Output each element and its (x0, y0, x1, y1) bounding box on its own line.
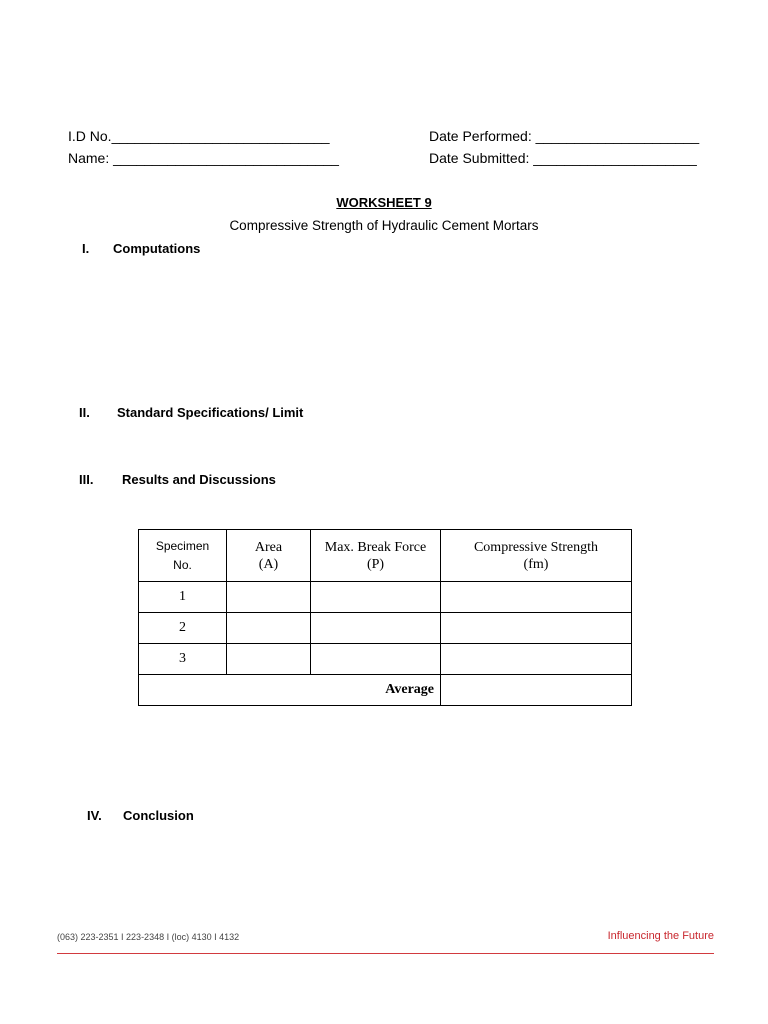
section-title: Standard Specifications/ Limit (117, 405, 304, 420)
section-results-discussions (79, 472, 276, 487)
section-title: Computations (113, 241, 201, 256)
footer-tagline: Influencing the Future (607, 930, 714, 942)
header-text: (P) (366, 556, 385, 572)
section-conclusion (87, 808, 194, 823)
header-text: Max. Break Force (324, 539, 427, 555)
header-text: (A) (258, 556, 279, 572)
section-numeral: I. (82, 241, 90, 256)
header-text: Specimen (155, 538, 210, 553)
table-header-row (139, 530, 632, 582)
header-text: Area (254, 539, 283, 555)
header-specimen-no (139, 530, 227, 582)
header-text: (fm) (523, 556, 549, 572)
header-text: Compressive Strength (473, 539, 599, 555)
section-standard-specifications (79, 405, 303, 420)
area-cell[interactable] (227, 582, 311, 613)
footer-phone-numbers: (063) 223-2351 I 223-2348 I (loc) 4130 I 4132 (57, 932, 240, 942)
specimen-number-cell: 2 (139, 613, 227, 644)
section-title: Conclusion (123, 808, 194, 823)
section-title: Results and Discussions (122, 472, 276, 487)
strength-cell[interactable] (441, 613, 632, 644)
table-average-row (139, 675, 632, 706)
break-force-cell[interactable] (311, 582, 441, 613)
header-compressive-strength (441, 530, 632, 582)
section-numeral: IV. (87, 808, 102, 823)
average-label: Average (139, 675, 441, 706)
break-force-cell[interactable] (311, 613, 441, 644)
results-table (138, 529, 632, 706)
header-text: No. (173, 557, 192, 572)
strength-cell[interactable] (441, 582, 632, 613)
section-numeral: III. (79, 472, 94, 487)
area-cell[interactable] (227, 613, 311, 644)
average-strength-cell[interactable] (441, 675, 632, 706)
table-row (139, 644, 632, 675)
worksheet-subtitle: Compressive Strength of Hydraulic Cement Mortars (229, 218, 539, 233)
date-submitted-field: Date Submitted: _____________________ (429, 150, 697, 166)
section-computations (82, 241, 200, 256)
table-row (139, 582, 632, 613)
break-force-cell[interactable] (311, 644, 441, 675)
worksheet-title: WORKSHEET 9 (336, 195, 432, 210)
name-field: Name: _____________________________ (68, 150, 339, 166)
table-row (139, 613, 632, 644)
strength-cell[interactable] (441, 644, 632, 675)
header-max-break-force (311, 530, 441, 582)
specimen-number-cell: 1 (139, 582, 227, 613)
date-performed-field: Date Performed: _____________________ (429, 128, 700, 144)
id-number-field: I.D No.____________________________ (68, 128, 330, 144)
area-cell[interactable] (227, 644, 311, 675)
header-area (227, 530, 311, 582)
section-numeral: II. (79, 405, 90, 420)
footer-divider (57, 953, 714, 954)
specimen-number-cell: 3 (139, 644, 227, 675)
